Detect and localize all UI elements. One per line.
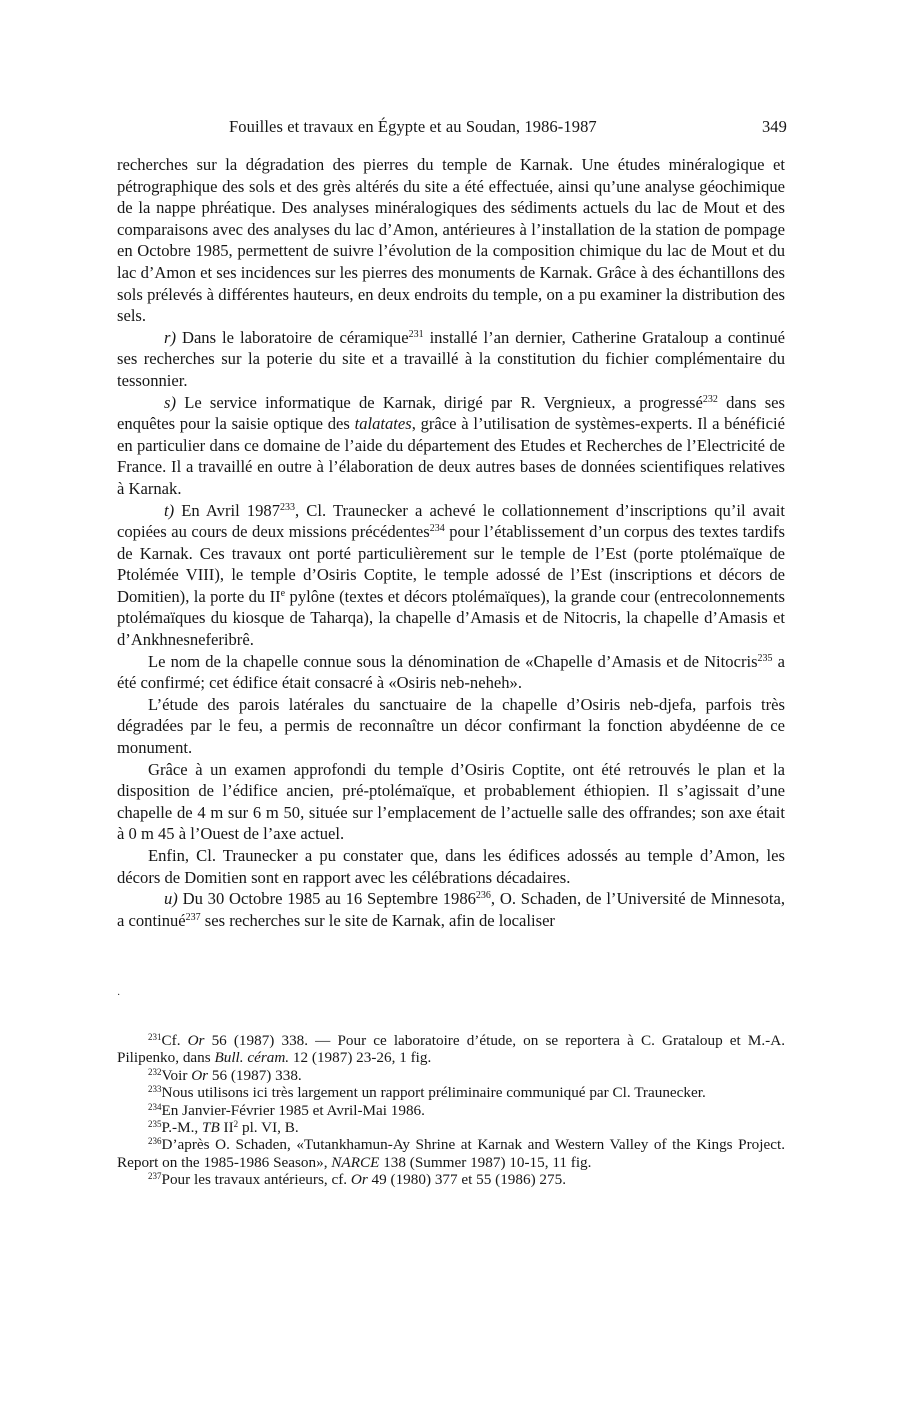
ordinal-superscript: e: [280, 587, 286, 599]
footnote-number: 233: [148, 1084, 162, 1095]
footnote-number: 237: [148, 1171, 162, 1182]
footnote-ref-235: 235: [757, 652, 773, 664]
footnote-text: D’après O. Schaden, «Tutankhamun-Ay Shrine at Karnak and Western Valley of the Kings Project. Report on the 1985-1986 Season»,: [117, 1136, 785, 1171]
footnote-number: 232: [148, 1066, 162, 1077]
page-number: 349: [761, 117, 787, 136]
footnote-italic: Bull. céram.: [214, 1049, 290, 1067]
footnote-text: P.-M.,: [161, 1119, 203, 1137]
footnote-italic: Or: [191, 1066, 209, 1084]
footnote-text: Nous utilisons ici très largement un rapport préliminaire communiqué par Cl. Traunecker.: [161, 1084, 706, 1102]
paragraph-text: pylône (textes et décors ptolémaïques), la grande cour (entrecolonnements ptolémaïques du kiosque de Taharqa), la chapelle d’Amasis et de Nitocris, la chapelle d’Amasis et d’Ankhnesneferibrê.: [117, 586, 785, 650]
footnote-233: [117, 1084, 785, 1101]
footnote-237: [117, 1171, 785, 1188]
paragraph-text: installé l’an dernier, Catherine Grataloup a continué ses recherches sur la poterie du site et a travaillé à la constitution du fichier complémentaire du tessonnier.: [117, 327, 785, 390]
footnote-superscript: 2: [233, 1119, 239, 1130]
paragraph-s: [117, 392, 785, 500]
footnote-232: [117, 1067, 785, 1084]
running-title: Fouilles et travaux en Égypte et au Soudan, 1986-1987: [229, 117, 597, 136]
paragraph-chapelle: [117, 651, 785, 694]
paragraph-text: dans ses enquêtes pour la saisie optique des: [117, 392, 785, 434]
footnote-235: [117, 1119, 785, 1136]
footnote-text: 49 (1980) 377 et 55 (1986) 275.: [367, 1171, 567, 1189]
footnote-text: Cf.: [161, 1032, 188, 1049]
footnote-number: 231: [148, 1032, 162, 1042]
footnote-text: Pour les travaux antérieurs, cf.: [161, 1171, 351, 1189]
main-text: [117, 154, 785, 931]
footnote-text: pl. VI, B.: [238, 1119, 299, 1137]
paragraph-osiris-coptite: Grâce à un examen approfondi du temple d’Osiris Coptite, ont été retrouvés le plan et la disposition de l’édifice ancien, pré-ptolémaïque, et probablement éthiopien. Il s’agissait d’une chapelle de 4 m sur 6 m 50, située sur l’emplacement de l’actuelle salle des offrandes; son axe était à 0 m 45 à l’Ouest de l’axe actuel.: [117, 759, 785, 844]
footnote-text: 12 (1987) 23-26, 1 fig.: [289, 1049, 432, 1067]
paragraph-text: Du 30 Octobre 1985 au 16 Septembre 1986: [177, 889, 476, 909]
footnote-italic: TB: [202, 1119, 220, 1137]
footnote-ref-232: 232: [702, 393, 718, 405]
footnote-234: [117, 1102, 785, 1119]
footnote-number: 236: [148, 1136, 162, 1147]
footnote-number: 235: [148, 1119, 162, 1130]
item-marker: t): [164, 500, 175, 520]
paragraph-text: , Cl. Traunecker a achevé le collationnement d’inscriptions qu’il avait copiées au cours de deux missions précédentes: [117, 500, 785, 542]
footnote-text: II: [219, 1119, 234, 1137]
footnote-text: 138 (Summer 1987) 10-15, 11 fig.: [379, 1153, 592, 1171]
stray-mark: ·: [117, 990, 121, 1001]
footnote-ref-237: 237: [185, 911, 201, 923]
footnote-text: 56 (1987) 338.: [208, 1066, 302, 1084]
footnote-231: [117, 1032, 785, 1067]
paragraph-r: [117, 327, 785, 392]
paragraph-text: Le service informatique de Karnak, dirigé par R. Vergnieux, a progressé: [175, 392, 703, 412]
footnote-italic: NARCE: [331, 1153, 380, 1171]
paragraph-parois: L’étude des parois latérales du sanctuaire de la chapelle d’Osiris neb-djefa, parfois très dégradées par le feu, a permis de reconnaître un décor confirmant la fonction abydéenne de ce monument.: [117, 694, 785, 758]
footnote-ref-236: 236: [475, 890, 491, 902]
footnote-ref-234: 234: [429, 523, 445, 535]
footnote-text: 56 (1987) 338. — Pour ce laboratoire d’étude, on se reportera à C. Grataloup et M.-A. Pilipenko, dans: [117, 1032, 785, 1067]
paragraph-continued: recherches sur la dégradation des pierres du temple de Karnak. Une études minéralogique et pétrographique des sols et des grès altérés du site a été effectuée, ainsi qu’une analyse géochimique de la nappe phréatique. Des analyses minéralogiques des sédiments actuels du lac de Mout et des comparaisons avec des analyses du lac d’Amon, antérieures à l’installation de la station de pompage en Octobre 1985, permettent de suivre l’évolution de la composition chimique du lac de Mout et du lac d’Amon et ses incidences sur les pierres des monuments de Karnak. Grâce à des échantillons des sols prélevés à différentes hauteurs, en deux endroits du temple, on a pu examiner la distribution des sels.: [117, 155, 785, 326]
footnote-ref-233: 233: [280, 501, 296, 513]
paragraph-u: [117, 888, 785, 931]
paragraph-domitien: Enfin, Cl. Traunecker a pu constater que, dans les édifices adossés au temple d’Amon, les décors de Domitien sont en rapport avec les célébrations décadaires.: [117, 846, 785, 887]
footnotes: [117, 1032, 785, 1189]
paragraph-text: ses recherches sur le site de Karnak, afin de localiser: [200, 910, 555, 930]
paragraph-text: a été confirmé; cet édifice était consacré à «Osiris neb-neheh».: [117, 651, 786, 693]
paragraph-text: Le nom de la chapelle connue sous la dénomination de «Chapelle d’Amasis et de Nitocris: [148, 651, 758, 671]
item-marker: u): [164, 889, 178, 909]
footnote-italic: Or: [350, 1171, 368, 1189]
item-marker: s): [164, 392, 176, 412]
footnote-italic: Or: [187, 1032, 205, 1049]
running-header: [117, 117, 787, 139]
paragraph-text: , grâce à l’utilisation de systèmes-experts. Il a bénéficié en particulier dans ce domaine de l’aide du département des Etudes et Recherches de l’Electricité de France. Il a travaillé en outre à l’élaboration de deux autres bases de données scientifiques relatives à Karnak.: [117, 414, 785, 498]
footnote-ref-231: 231: [408, 328, 424, 340]
paragraph-text: pour l’établissement d’un corpus des textes tardifs de Karnak. Ces travaux ont porté particulièrement sur le temple de l’Est (porte ptolémaïque de Ptolémée VIII), le temple d’Osiris Coptite, le temple adossé de l’Est (inscriptions et décors de Domitien), la porte du II: [117, 522, 785, 606]
italic-term: talatates: [354, 414, 412, 434]
paragraph-text: En Avril 1987: [174, 500, 281, 520]
item-marker: r): [164, 327, 176, 347]
paragraph-text: Dans le laboratoire de céramique: [175, 327, 409, 347]
footnote-236: [117, 1136, 785, 1171]
footnote-number: 234: [148, 1101, 162, 1112]
footnote-text: Voir: [161, 1066, 192, 1084]
paragraph-t: [117, 500, 785, 651]
footnote-text: En Janvier-Février 1985 et Avril-Mai 1986.: [161, 1101, 425, 1119]
paragraph-text: , O. Schaden, de l’Université de Minnesota, a continué: [117, 889, 785, 930]
